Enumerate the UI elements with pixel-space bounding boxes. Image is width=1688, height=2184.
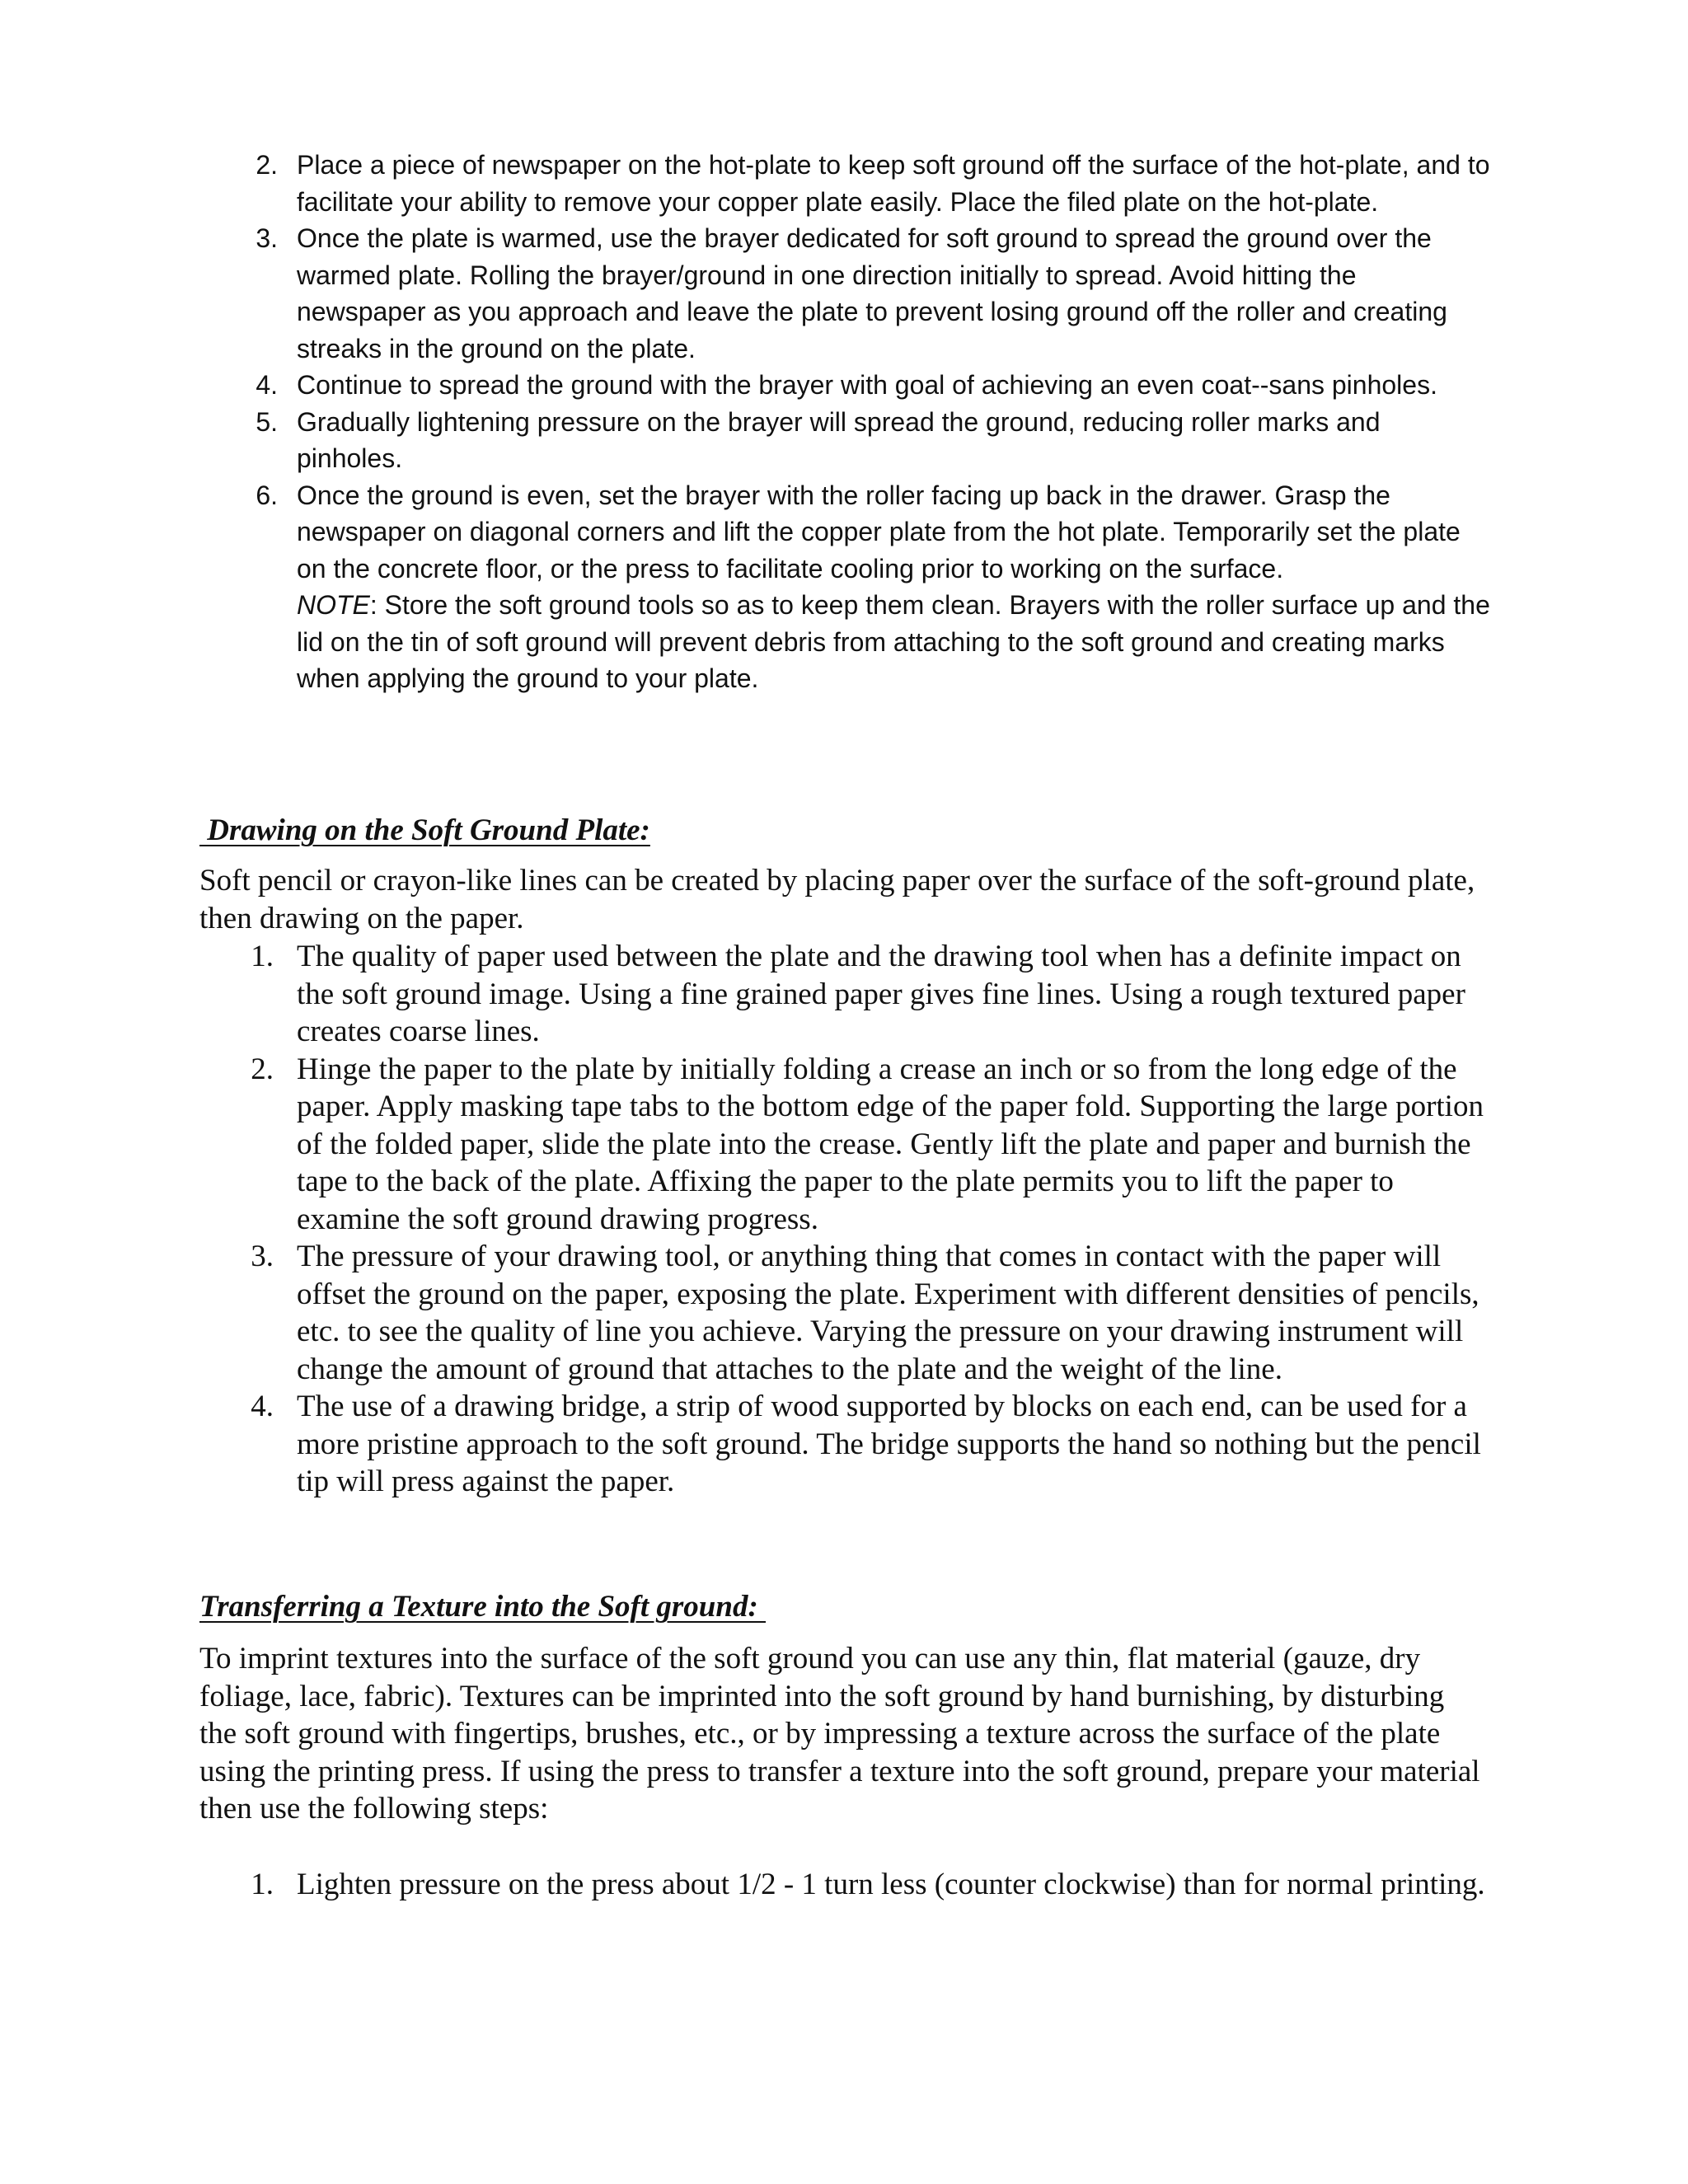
list-number: 3 . (245, 220, 278, 257)
texture-steps-list (237, 1866, 1490, 1904)
section-intro-texture: To imprint textures into the surface of the soft ground you can use any thin, flat material (gauze, dry foliage, lace, fabric). Textures can be imprinted into the soft ground by hand burnishing, by disturbing the soft ground with fingertips, brushes, etc., or by impressing a texture across the surface of the plate using the printing press. If using the press to transfer a texture into the soft ground, prepare your material then use the following steps: (199, 1642, 1480, 1825)
list-number: 1 . (241, 938, 274, 976)
note-text: : Store the soft ground tools so as to keep them clean. Brayers with the roller surface up and the lid on the tin of soft ground will prevent debris from attaching to the soft ground and creating marks when applying the ground to your plate. (297, 590, 1490, 693)
list-item (237, 1388, 1490, 1501)
list-item (237, 1051, 1490, 1239)
list-number: 5 . (245, 404, 278, 441)
drawing-steps-list (237, 938, 1490, 1501)
list-item-text: The use of a drawing bridge, a strip of wood supported by blocks on each end, can be used for a more pristine approach to the soft ground. The bridge supports the hand so nothing but the pencil tip will press against the paper. (297, 1390, 1481, 1498)
list-item-text: The pressure of your drawing tool, or anything thing that comes in contact with the paper will offset the ground on the paper, exposing the plate. Experiment with different densities of pencils, etc. to see the quality of line you achieve. Varying the pressure on your drawing instrument will change the amount of ground that attaches to the plate and the weight of the line. (297, 1240, 1479, 1386)
list-item-text: Hinge the paper to the plate by initially folding a crease an inch or so from the long edge of the paper. Apply masking tape tabs to the bottom edge of the paper fold. Supporting the large portion of the folded paper, slide the plate into the crease. Gently lift the plate and paper and burnish the tape to the back of the plate. Affixing the paper to the plate permits you to lift the paper to examine the soft ground drawing progress. (297, 1052, 1484, 1236)
list-item-text: Continue to spread the ground with the brayer with goal of achieving an even coat--sans pinholes. (297, 370, 1437, 400)
section-heading-drawing: Drawing on the Soft Ground Plate: (199, 813, 650, 847)
list-item (237, 220, 1490, 367)
list-item-text: Gradually lightening pressure on the brayer will spread the ground, reducing roller marks and pinholes. (297, 406, 1381, 473)
list-item-text: Lighten pressure on the press about 1/2 - 1 turn less (counter clockwise) than for normal printing. (297, 1868, 1485, 1901)
list-item-text: Once the plate is warmed, use the brayer dedicated for soft ground to spread the ground over the warmed plate. Rolling the brayer/ground in one direction initially to spread. Avoid hitting the newspaper as you approach and leave the plate to prevent losing ground off the roller and creating streaks in the ground on the plate. (297, 223, 1447, 363)
section-heading-texture: Transferring a Texture into the Soft ground: (199, 1590, 767, 1624)
list-item (237, 938, 1490, 1051)
list-item (237, 1238, 1490, 1388)
list-number: 4 . (241, 1388, 274, 1426)
list-item (237, 367, 1490, 404)
list-item-text: Once the ground is even, set the brayer with the roller facing up back in the drawer. Grasp the newspaper on diagonal corners and lift the copper plate from the hot plate. Temporarily set the plate on the concrete floor, or the press to facilitate cooling prior to working on the surface. (297, 480, 1461, 583)
hot-plate-steps-list (237, 147, 1490, 697)
list-item (237, 477, 1490, 697)
list-number: 1 . (241, 1866, 274, 1904)
list-item (237, 1866, 1490, 1904)
list-number: 4 . (245, 367, 278, 404)
list-item (237, 147, 1490, 220)
list-item (237, 404, 1490, 477)
list-number: 6 . (245, 477, 278, 514)
list-number: 2 . (241, 1051, 274, 1089)
list-item-text: The quality of paper used between the plate and the drawing tool when has a definite impact on the soft ground image. Using a fine grained paper gives fine lines. Using a rough textured paper creates coarse lines. (297, 940, 1465, 1048)
note-label: NOTE (297, 590, 370, 620)
section-intro-drawing: Soft pencil or crayon-like lines can be created by placing paper over the surface of the soft-ground plate, then drawing on the paper. (199, 864, 1475, 935)
list-number: 2 . (245, 147, 278, 184)
list-number: 3 . (241, 1238, 274, 1276)
list-item-text: Place a piece of newspaper on the hot-plate to keep soft ground off the surface of the hot-plate, and to facilitate your ability to remove your copper plate easily. Place the filed plate on the hot-plate. (297, 150, 1490, 217)
